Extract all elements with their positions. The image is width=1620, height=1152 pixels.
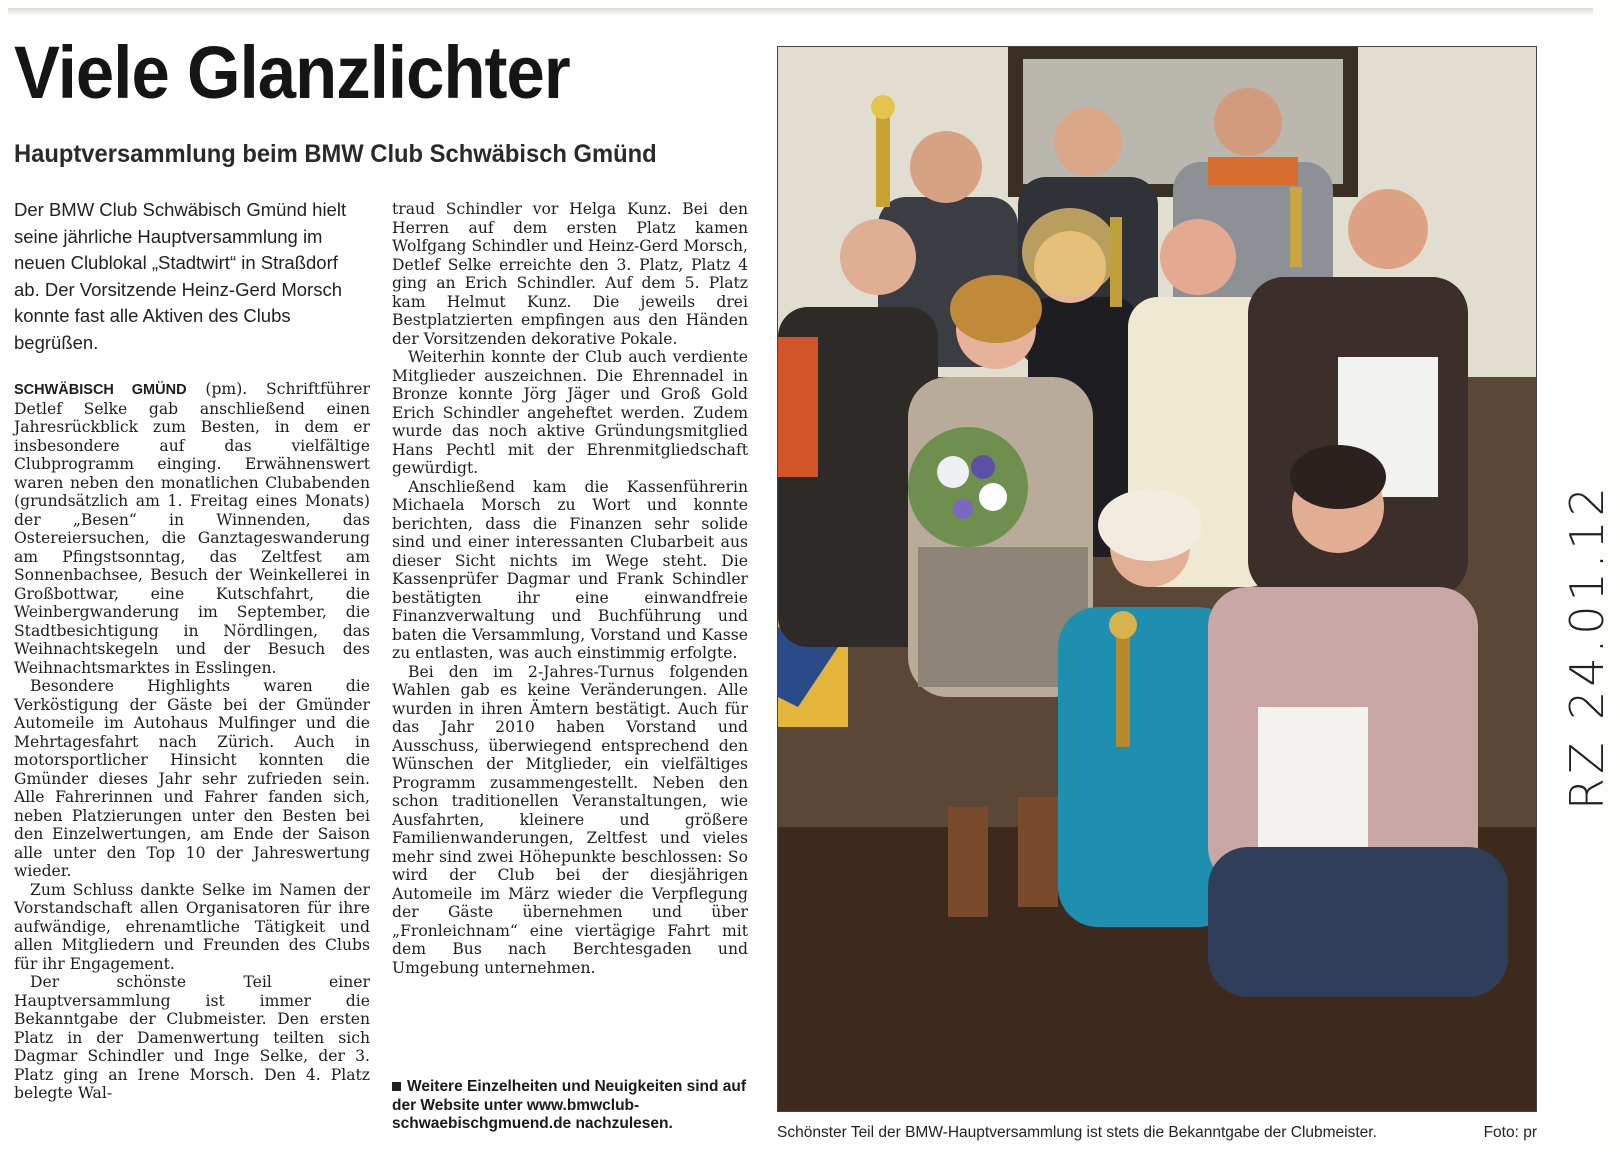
handwritten-date-note: RZ 24.01.12 [1560, 483, 1614, 810]
column-paragraph: Bei den im 2-Jahres-Turnus folgenden Wahlen gab es keine Veränderungen. Alle wurden in ihren Ämtern bestätigt. Auch für das Jahr 2010 haben Vorstand und Ausschuss, überwiegend entsprechend den Wünschen der Mitglieder, ein vielfältiges Programm zusammengestellt. Neben den schon traditionellen Veranstaltungen, wie Ausfahrten, kleinere und größere Familienwanderungen, Zeltfest und vieles mehr sind zwei Höhepunkte beschlossen: So wird der Club bei der diesjährigen Automeile im März wieder die Verpflegung der Gäste übernehmen und über „Fronleichnam“ eine viertägige Fahrt mit dem Bus nach Berchtesgaden und Umgebung unternehmen. [392, 662, 748, 977]
column-paragraph: traud Schindler vor Helga Kunz. Bei den Herren auf dem ersten Platz kamen Wolfgang Schindler und Heinz-Gerd Morsch, Detlef Selke erreichte den 3. Platz, Platz 4 ging an Erich Schindler. Auf dem 5. Platz kam Helmut Kunz. Die jeweils drei Bestplatzierten empfingen aus den Händen der Vorsitzenden dekorative Pokale. [392, 200, 748, 348]
article-column-2 [392, 200, 748, 977]
info-box-text: Weitere Einzelheiten und Neuigkeiten sind auf der Website unter www.bmwclub-schwaebischgmuend.de nachzulesen. [392, 1078, 747, 1132]
info-box [392, 1078, 752, 1134]
bullet-square-icon [392, 1082, 401, 1091]
column-paragraph [14, 380, 370, 677]
caption-text: Schönster Teil der BMW-Hauptversammlung ist stets die Bekanntgabe der Clubmeister. [777, 1124, 1377, 1141]
lead-paragraph: Der BMW Club Schwäbisch Gmünd hielt seine jährliche Hauptversammlung im neuen Clublokal „Stadtwirt“ in Straßdorf ab. Der Vorsitzende Heinz-Gerd Morsch konnte fast alle Aktiven des Clubs begrüßen. [14, 199, 347, 353]
column-paragraph: Anschließend kam die Kassenführerin Michaela Morsch zu Wort und konnte berichten, dass die Finanzen sehr solide sind und einer interessanten Clubarbeit aus dieser Sicht nichts im Wege steht. Die Kassenprüfer Dagmar und Frank Schindler bestätigten ihr eine einwandfreie Finanzverwaltung und Buchführung und baten die Versammlung, Vorstand und Kasse zu entlasten, was auch einstimmig erfolgte. [392, 477, 748, 662]
subheadline: Hauptversammlung beim BMW Club Schwäbisch Gmünd [14, 140, 657, 168]
scan-edge [8, 8, 1593, 16]
headline: Viele Glanzlichter [14, 31, 570, 114]
photo-caption [777, 1124, 1537, 1142]
photo-credit: Foto: pr [1483, 1124, 1537, 1141]
column-paragraph: Der schönste Teil einer Hauptversammlung ist immer die Bekanntgabe der Clubmeister. Den ersten Platz in der Damenwertung teilten sich Dagmar Schindler und Inge Selke, der 3. Platz ging an Irene Morsch. Den 4. Platz belegte Wal- [14, 973, 370, 1102]
paragraph-text: (pm). Schriftführer Detlef Selke gab anschließend einen Jahresrückblick zum Besten, in dem er insbesondere auf das vielfältige Clubprogramm einging. Erwähnenswert waren neben den monatlichen Clubabenden (grundsätzlich am 1. Freitag eines Monats) der „Besen“ in Winnenden, das Ostereiersuchen, die Ganztageswanderung am Pfingstsonntag, das Zeltfest am Sonnenbachsee, Besuch der Weinkellerei in Großbottwar, eine Kutschfahrt, die Weinbergwanderung im September, die Stadtbesichtigung in Nördlingen, das Weihnachtskegeln und der Besuch des Weihnachtsmarktes in Esslingen. [14, 380, 370, 677]
photo-illustration [778, 47, 1536, 1111]
column-paragraph: Zum Schluss dankte Selke im Namen der Vorstandschaft allen Organisatoren für ihre aufwändige, ehrenamtliche Tätigkeit und allen Mitgliedern und Freunden des Clubs für ihr Engagement. [14, 880, 370, 973]
dateline: SCHWÄBISCH GMÜND [14, 382, 187, 398]
group-photo [777, 46, 1537, 1112]
column-paragraph: Besondere Highlights waren die Verköstigung der Gäste bei der Gmünder Automeile im Autohaus Mulfinger und die Mehrtagesfahrt nach Zürich. Auch in motorsportlicher Hinsicht konnten die Gmünder dieses Jahr sehr zufrieden sein. Alle Fahrerinnen und Fahrer fanden sich, neben Platzierungen unter den Besten bei den Einzelwertungen, am Ende der Saison alle unter den Top 10 der Jahreswertung wieder. [14, 677, 370, 880]
article-column-1 [14, 380, 370, 1103]
column-paragraph: Weiterhin konnte der Club auch verdiente Mitglieder auszeichnen. Die Ehrennadel in Bronze konnte Jörg Jäger und Groß Gold Erich Schindler angeheftet werden. Zudem wurde das noch aktive Gründungsmitglied Hans Pechtl mit der Ehrenmitgliedschaft gewürdigt. [392, 348, 748, 477]
